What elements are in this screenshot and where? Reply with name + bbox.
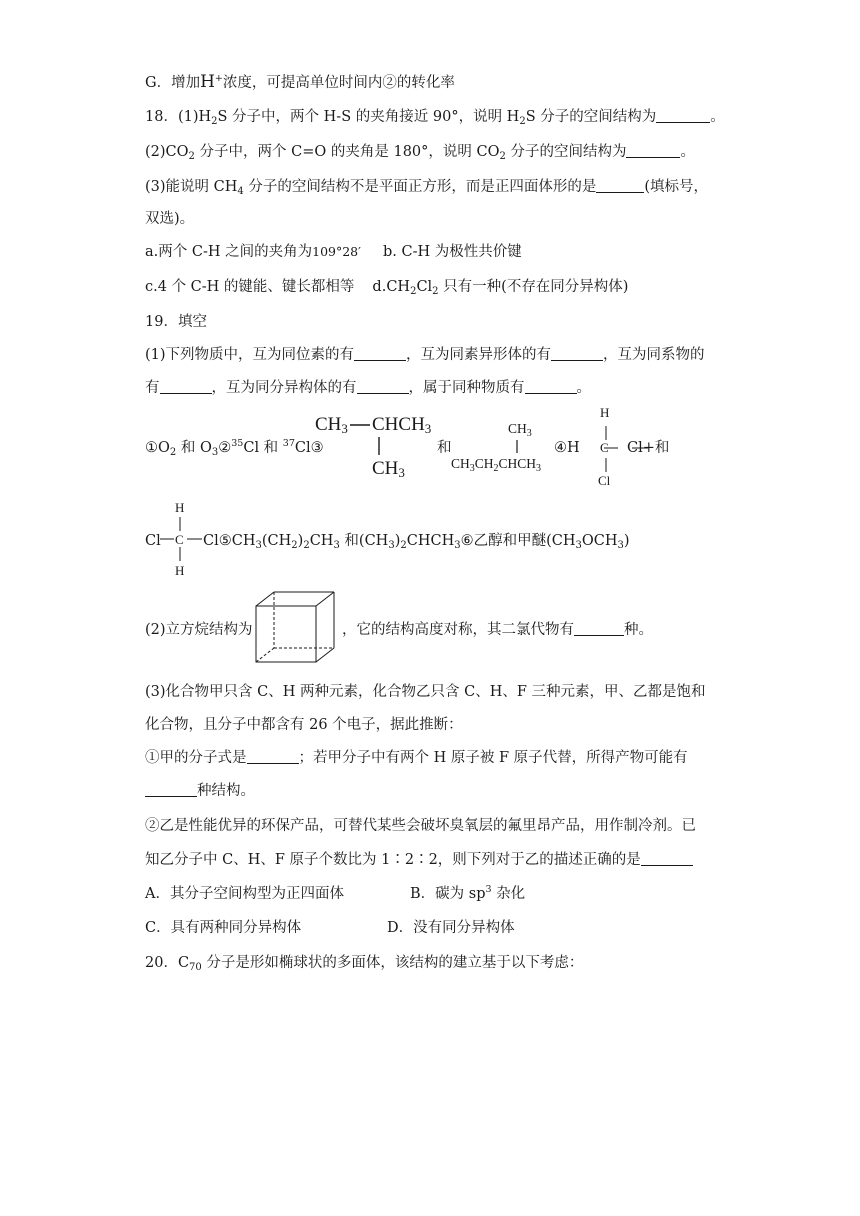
text: 2 [400,540,407,551]
text: 和 [437,440,452,456]
structure-methylbutane: $CH_3CH_2CHCH_3$ [451,456,542,474]
atom-c [600,440,609,456]
answer-blank[interactable] [551,346,603,361]
cubane-structure [254,590,338,666]
text: 109°28′ [312,244,361,259]
text: C [600,440,609,455]
text: 分子的空间结构不是平面正方形，而是正四面体形的是 [243,179,597,195]
q20-line [145,953,583,973]
text: Cl 和 [243,440,283,456]
text: 2 [519,116,526,127]
text: 70 [189,962,202,973]
text: 分子是形如椭球状的多面体，该结构的建立基于以下考虑： [201,955,584,971]
text: (3)化合物甲只含 C、H 两种元素，化合物乙只含 C、H、F 三种元素，甲、乙都是饱和 [145,684,706,700]
text: (3)能说明 CH [145,179,238,195]
text: 3 [333,540,340,551]
text: 18．(1)H [145,109,212,125]
answer-blank[interactable] [641,851,693,866]
text: ，互为同分异构体的有 [211,380,357,396]
text: ②乙是性能优异的环保产品，可替代某些会破坏臭氧层的氟里昂产品，用作制冷剂。已 [145,818,696,834]
text: 3 [454,540,461,551]
text: CH [309,533,334,549]
text: 分子中，两个 C=O 的夹角是 180°，说明 CO [194,144,500,160]
atom-h-bottom-2 [175,563,184,579]
q19-part2-a [145,620,253,640]
text: 2 [410,286,417,297]
structure-isobutane-bottom [372,458,405,480]
and-text [437,438,452,458]
text: 2 [499,151,506,162]
text: ①O [145,440,170,456]
text: Cl [598,473,611,488]
q18-part2 [145,142,695,162]
text: H [175,563,185,578]
bond-line [377,437,381,457]
text: 3 [617,540,624,551]
q18-part1 [145,107,725,127]
answer-blank[interactable] [656,108,710,123]
text: (填标号， [644,179,709,195]
answer-blank[interactable] [596,178,644,193]
text: C．具有两种同分异构体 [145,920,302,936]
q18-part3 [145,177,708,197]
text: 3 [424,421,432,436]
text: H [200,72,215,92]
text: 2 [169,447,177,458]
text: ) [297,533,304,549]
text: 双选)。 [145,211,195,227]
text: Cl⑤CH [203,533,256,549]
text: 种。 [624,622,653,638]
text: ④H [554,440,580,456]
q18-options-ab [145,242,522,262]
item4-label [554,438,580,458]
bond-line [350,423,374,427]
text: ② [218,440,232,456]
text: C [175,532,184,547]
text: S 分子中，两个 H-S 的夹角接近 90°，说明 H [217,109,520,125]
text: 3 [388,540,395,551]
text: 和(CH [339,533,389,549]
text: ) [623,533,630,549]
choice-b [410,884,525,904]
text: 浓度，可提高单位时间内②的转化率 [222,75,455,91]
q19-part3-a [145,682,706,702]
text: Cl [416,279,433,295]
text: ，互为同素异形体的有 [406,347,552,363]
q18-options-cd [145,277,628,297]
structure-isobutane-right [372,414,431,436]
text: 。 [710,109,725,125]
bond-line [515,440,519,454]
q19-part1-cont [145,378,591,398]
text: ⑥乙醇和甲醚(CH [460,533,576,549]
item5-line [145,531,161,551]
text: 。 [680,144,695,160]
q19-part1 [145,345,705,365]
choice-a [145,884,344,904]
q19-part3-f [145,850,693,870]
text: 20．C [145,955,190,971]
text: H [175,500,185,515]
text: ；若甲分子中有两个 H 原子被 F 原子代替，所得产物可能有 [298,750,688,766]
text: 2 [188,151,195,162]
answer-blank[interactable] [160,379,212,394]
text: CHCH [406,533,455,549]
structure-isobutane [315,414,348,436]
text: 有 [145,380,160,396]
text: A．其分子空间构型为正四面体 [145,886,344,902]
q19-part2-b [342,620,653,640]
text: Cl [145,533,161,549]
text: 3 [398,465,405,480]
answer-blank[interactable] [354,346,406,361]
text: 37 [282,438,295,449]
items-line [145,438,324,458]
text: B．碳为 sp [410,886,486,902]
option-g-line [145,72,455,93]
choice-c [145,918,301,938]
text: c.4 个 C-H 的键能、键长都相等 [145,279,355,295]
q19-title [145,312,207,332]
text: 3 [211,447,219,458]
q18-part3-cont [145,209,194,229]
text: 3 [255,540,262,551]
text: 和 O [176,440,212,456]
text: S 分子的空间结构为 [525,109,657,125]
text: 3 [341,421,348,436]
atom-c-2 [175,532,184,548]
text: (CH [261,533,292,549]
text: a.两个 C-H 之间的夹角为 [145,244,313,260]
text: 35 [231,438,244,449]
text: Cl③ [294,440,324,456]
structure-methylbutane-top [508,421,532,437]
answer-blank[interactable] [145,782,197,797]
text: 3 [526,428,532,439]
text: 杂化 [491,886,526,902]
text: H [600,405,610,420]
text: 。 [576,380,591,396]
q19-part3-e [145,816,696,836]
text: 3 [485,884,492,895]
answer-blank[interactable] [247,749,299,764]
text: ，属于同种物质有 [408,380,525,396]
text: b. C-H 为极性共价键 [382,244,522,260]
answer-blank[interactable] [626,143,680,158]
text: Cl+和 [627,440,670,456]
text: (2)立方烷结构为 [145,622,253,638]
answer-blank[interactable] [357,379,409,394]
text: d.CH [372,279,411,295]
text: ，互为同系物的 [603,347,705,363]
text: 知乙分子中 C、H、F 原子个数比为 1∶2∶2，则下列对于乙的描述正确的是 [145,852,641,868]
text: 2 [303,540,310,551]
choice-d [387,918,515,938]
text: (2)CO [145,144,189,160]
text: 化合物，且分子中都含有 26 个电子，据此推断： [145,717,463,733]
text: ①甲的分子式是 [145,750,247,766]
text: D．没有同分异构体 [387,920,515,936]
q19-part3-d [145,781,255,801]
answer-blank[interactable] [574,621,624,636]
text: 4 [237,186,244,197]
text: OCH [581,533,618,549]
text: CH [372,458,399,479]
text: G．增加 [145,75,201,91]
text: 种结构。 [197,783,255,799]
atom-h-top [600,405,609,421]
atom-cl-bottom [598,473,610,489]
text: CHCH [372,414,425,435]
text: 19．填空 [145,314,207,330]
text: (1)下列物质中，互为同位素的有 [145,347,355,363]
text: 2 [432,286,439,297]
text: + [214,73,223,84]
cl-plus-and [627,438,669,458]
text: 分子的空间结构为 [505,144,627,160]
text: ) [394,533,401,549]
q19-part3-c [145,748,688,768]
text: 只有一种(不存在同分异构体) [438,279,629,295]
item5-line-rest [203,531,630,551]
text: 2 [211,116,218,127]
text: CH [508,421,527,436]
answer-blank[interactable] [525,379,577,394]
text: 3 [575,540,582,551]
text: ，它的结构高度对称，其二氯代物有 [342,622,574,638]
q19-part3-b [145,715,463,735]
text: CH [315,414,342,435]
text: 2 [291,540,298,551]
